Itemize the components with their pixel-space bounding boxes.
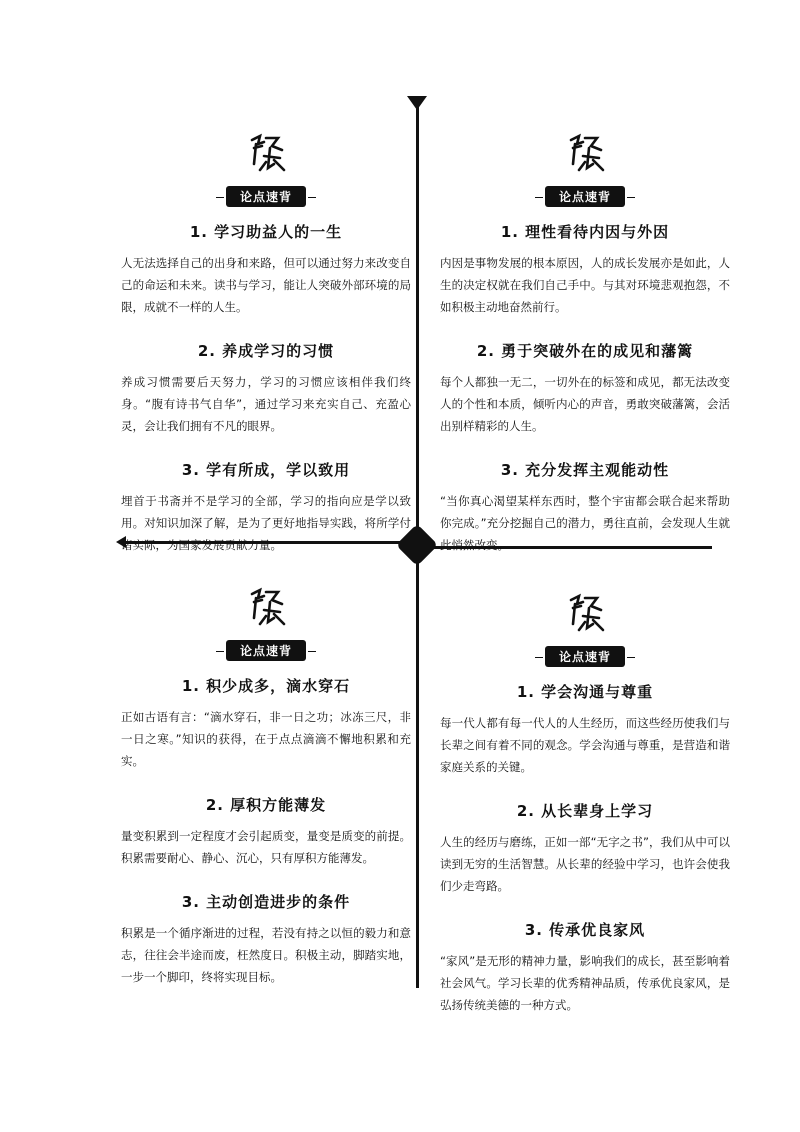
quadrant-top-left bbox=[121, 112, 411, 578]
point-text: 埋首于书斋并不是学习的全部，学习的指向应是学以致用。对知识加深了解，是为了更好地指导实践，将所学付诸实际，为国家发展贡献力量。 bbox=[121, 494, 411, 552]
point-title: 1. 积少成多，滴水穿石 bbox=[181, 677, 351, 695]
point-text: 每一代人都有每一代人的人生经历，而这些经历使我们与长辈之间有着不同的观念。学会沟通与尊重，是营造和谐家庭关系的关键。 bbox=[440, 716, 730, 774]
argument-point bbox=[440, 919, 730, 1016]
quadrant-bottom-right bbox=[440, 572, 730, 1038]
point-title: 3. 传承优良家风 bbox=[524, 921, 646, 939]
point-title: 2. 勇于突破外在的成见和藩篱 bbox=[476, 342, 694, 360]
argument-point bbox=[121, 794, 411, 869]
point-title: 3. 充分发挥主观能动性 bbox=[500, 461, 670, 479]
point-title: 1. 学会沟通与尊重 bbox=[516, 683, 654, 701]
argument-point bbox=[440, 800, 730, 897]
brush-logo-icon bbox=[563, 130, 607, 174]
brush-logo-icon bbox=[563, 590, 607, 634]
argument-point bbox=[121, 675, 411, 772]
point-text: 养成习惯需要后天努力，学习的习惯应该相伴我们终身。“腹有诗书气自华”，通过学习来充实自己、充盈心灵，会让我们拥有不凡的眼界。 bbox=[121, 375, 411, 433]
argument-point bbox=[440, 459, 730, 556]
argument-point bbox=[440, 681, 730, 778]
point-text: “当你真心渴望某样东西时，整个宇宙都会联合起来帮助你完成。”充分挖掘自己的潜力，勇往直前，会发现人生就此悄然改变。 bbox=[440, 494, 730, 552]
section-tag: 论点速背 bbox=[545, 186, 625, 207]
quadrant-top-right bbox=[440, 112, 730, 578]
argument-point bbox=[121, 459, 411, 556]
point-title: 2. 从长辈身上学习 bbox=[516, 802, 654, 820]
point-text: 正如古语有言：“滴水穿石，非一日之功；冰冻三尺，非一日之寒。”知识的获得，在于点点滴滴不懈地积累和充实。 bbox=[121, 710, 411, 768]
quadrant-bottom-left bbox=[121, 566, 411, 1010]
argument-point bbox=[440, 221, 730, 318]
point-title: 3. 学有所成，学以致用 bbox=[181, 461, 351, 479]
section-tag: 论点速背 bbox=[226, 186, 306, 207]
point-title: 1. 学习助益人的一生 bbox=[189, 223, 343, 241]
point-title: 2. 养成学习的习惯 bbox=[197, 342, 335, 360]
point-text: 积累是一个循序渐进的过程，若没有持之以恒的毅力和意志，往往会半途而废，枉然度日。积极主动，脚踏实地，一步一个脚印，终将实现目标。 bbox=[121, 926, 411, 984]
brush-logo-icon bbox=[244, 130, 288, 174]
point-text: 量变积累到一定程度才会引起质变，量变是质变的前提。积累需要耐心、静心、沉心，只有厚积方能薄发。 bbox=[121, 829, 411, 865]
point-text: 每个人都独一无二，一切外在的标签和成见，都无法改变人的个性和本质，倾听内心的声音，勇敢突破藩篱，会活出别样精彩的人生。 bbox=[440, 375, 730, 433]
point-title: 1. 理性看待内因与外因 bbox=[500, 223, 670, 241]
argument-point bbox=[440, 340, 730, 437]
point-text: 人无法选择自己的出身和来路，但可以通过努力来改变自己的命运和未来。读书与学习，能让人突破外部环境的局限，成就不一样的人生。 bbox=[121, 256, 411, 314]
argument-point bbox=[121, 221, 411, 318]
vertical-divider-top bbox=[416, 104, 419, 544]
point-title: 3. 主动创造进步的条件 bbox=[181, 893, 351, 911]
vertical-divider-bottom bbox=[416, 556, 419, 988]
argument-point bbox=[121, 891, 411, 988]
point-title: 2. 厚积方能薄发 bbox=[205, 796, 327, 814]
point-text: “家风”是无形的精神力量，影响我们的成长，甚至影响着社会风气。学习长辈的优秀精神品质，传承优良家风，是弘扬传统美德的一种方式。 bbox=[440, 954, 730, 1012]
section-tag: 论点速背 bbox=[545, 646, 625, 667]
point-text: 内因是事物发展的根本原因，人的成长发展亦是如此，人生的决定权就在我们自己手中。与其对环境悲观抱怨，不如积极主动地奋然前行。 bbox=[440, 256, 730, 314]
brush-logo-icon bbox=[244, 584, 288, 628]
argument-point bbox=[121, 340, 411, 437]
section-tag: 论点速背 bbox=[226, 640, 306, 661]
point-text: 人生的经历与磨练，正如一部“无字之书”，我们从中可以读到无穷的生活智慧。从长辈的经验中学习，也许会使我们少走弯路。 bbox=[440, 835, 730, 893]
